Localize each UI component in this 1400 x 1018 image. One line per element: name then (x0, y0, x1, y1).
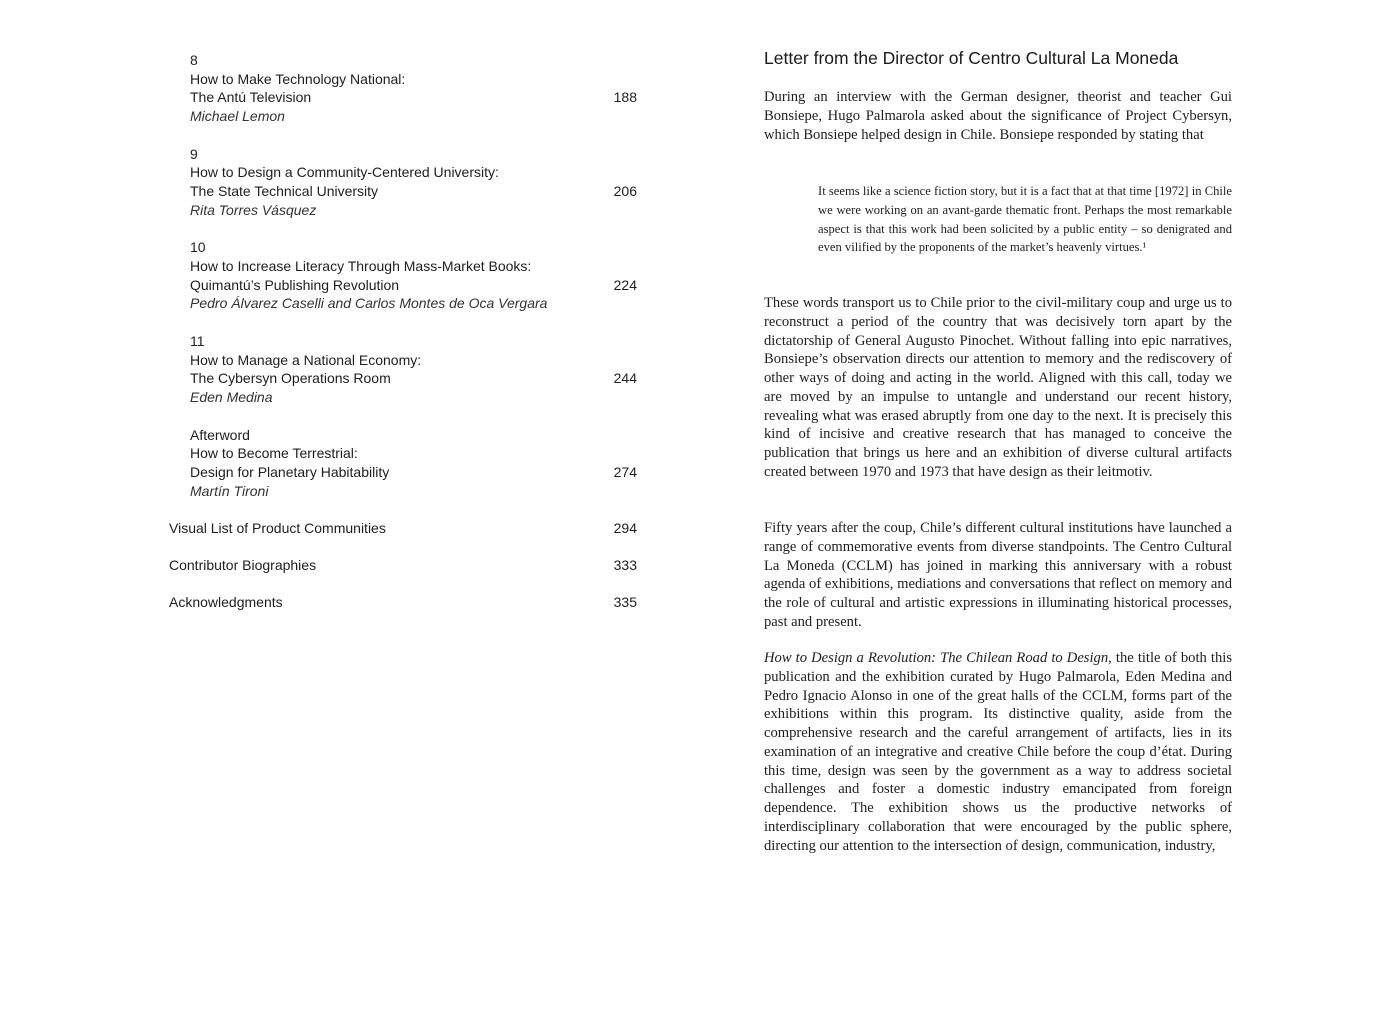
chapter-title-line1: How to Increase Literacy Through Mass-Market Books: (190, 258, 532, 275)
chapter-page-number: 224 (613, 276, 637, 293)
chapter-title-line1: How to Become Terrestrial: (190, 445, 358, 462)
chapter-title-line2: The State Technical University (190, 183, 379, 200)
chapter-title-line2: Design for Planetary Habitability (190, 464, 390, 481)
chapter-page-number: 188 (613, 89, 637, 106)
chapter-title-line2: The Cybersyn Operations Room (190, 370, 391, 387)
paragraph-4-text: , the title of both this publication and the exhibition curated by Hugo Palmarola, Eden Medina and Pedro Ignacio Alonso in one of the great halls of the CCLM, forms part of the exhibitions within this program. Its distinctive quality, aside from the comprehensive research and the careful arrangement of artifacts, lies in its examination of an integrative and creative Chile before the coup d’état. During this time, design was seen by the government as a way to address societal challenges and foster a domestic industry emancipated from foreign dependence. The exhibition shows us the productive networks of interdisciplinary collaboration that were encouraged by the public sphere, directing our attention to the intersection of design, communication, industry, (764, 650, 1232, 854)
letter-block-quote: It seems like a science fiction story, but it is a fact that at that time [1972] in Chile we were working on an avant-garde thematic front. Perhaps the most remarkable aspect is that this work had been solicited by a public entity – so denigrated and even vilified by the proponents of the market’s heavenly virtues.¹ (818, 184, 1232, 255)
section-title: Visual List of Product Communities (169, 520, 386, 536)
chapter-author: Pedro Álvarez Caselli and Carlos Montes de Oca Vergara (190, 295, 548, 312)
chapter-author: Michael Lemon (190, 108, 285, 125)
section-page-number: 294 (613, 520, 637, 536)
letter-paragraph-3: Fifty years after the coup, Chile’s different cultural institutions have launched a range of commemorative events from diverse standpoints. The Centro Cultural La Moneda (CCLM) has joined in marking this anniversary with a robust agenda of exhibitions, mediations and conversations that reflect on memory and the role of cultural and artistic expressions in illuminating historical processes, past and present. (764, 520, 1232, 630)
letter-paragraph-1: During an interview with the German designer, theorist and teacher Gui Bonsiepe, Hugo Palmarola asked about the significance of Project Cybersyn, which Bonsiepe helped design in Chile. Bonsiepe responded by stating that (764, 89, 1232, 143)
section-title: Contributor Biographies (169, 557, 317, 573)
chapter-number: Afterword (190, 426, 250, 443)
toc-section-acknowledgments (169, 593, 637, 612)
chapter-title-line1: How to Design a Community-Centered University: (190, 164, 499, 181)
letter-title: Letter from the Director of Centro Cultural La Moneda (764, 48, 1179, 68)
letter-paragraph-4 (764, 649, 1232, 855)
chapter-title-line2: Quimantú’s Publishing Revolution (190, 276, 400, 293)
toc-chapter-10 (190, 238, 637, 313)
toc-section-contributor-biographies (169, 556, 637, 575)
toc-chapter-11 (190, 332, 637, 407)
chapter-page-number: 274 (613, 464, 637, 481)
section-title: Acknowledgments (169, 594, 283, 610)
chapter-title-line2: The Antú Television (190, 89, 312, 106)
toc-afterword (190, 426, 637, 501)
section-page-number: 333 (613, 557, 637, 573)
chapter-author: Eden Medina (190, 389, 273, 406)
chapter-author: Martín Tironi (190, 482, 269, 499)
chapter-number: 9 (190, 145, 198, 162)
chapter-title-line1: How to Make Technology National: (190, 70, 406, 87)
chapter-number: 10 (190, 239, 206, 256)
toc-section-visual-list (169, 519, 637, 538)
chapter-author: Rita Torres Vásquez (190, 201, 317, 218)
chapter-page-number: 206 (613, 183, 637, 200)
chapter-page-number: 244 (613, 370, 637, 387)
letter-paragraph-2: These words transport us to Chile prior to the civil-military coup and urge us to reconstruct a period of the country that was decisively torn apart by the dictatorship of General Augusto Pinochet. Without falling into epic narratives, Bonsiepe’s observation directs our attention to memory and the rediscovery of other ways of doing and acting in the world. Aligned with this call, today we are moved by an impulse to untangle and understand our recent history, revealing what was erased abruptly from one day to the next. It is precisely this kind of incisive and creative research that has managed to conceive the publication that brings us here and an exhibition of diverse cultural artifacts created between 1970 and 1973 that have design as their leitmotiv. (764, 295, 1232, 480)
chapter-title-line1: How to Manage a National Economy: (190, 351, 422, 368)
book-title-italic: How to Design a Revolution: The Chilean Road to Design (764, 650, 1109, 666)
toc-chapter-8 (190, 51, 637, 126)
section-page-number: 335 (613, 594, 637, 610)
chapter-number: 11 (190, 333, 205, 350)
chapter-number: 8 (190, 52, 198, 68)
toc-chapter-9 (190, 145, 637, 220)
